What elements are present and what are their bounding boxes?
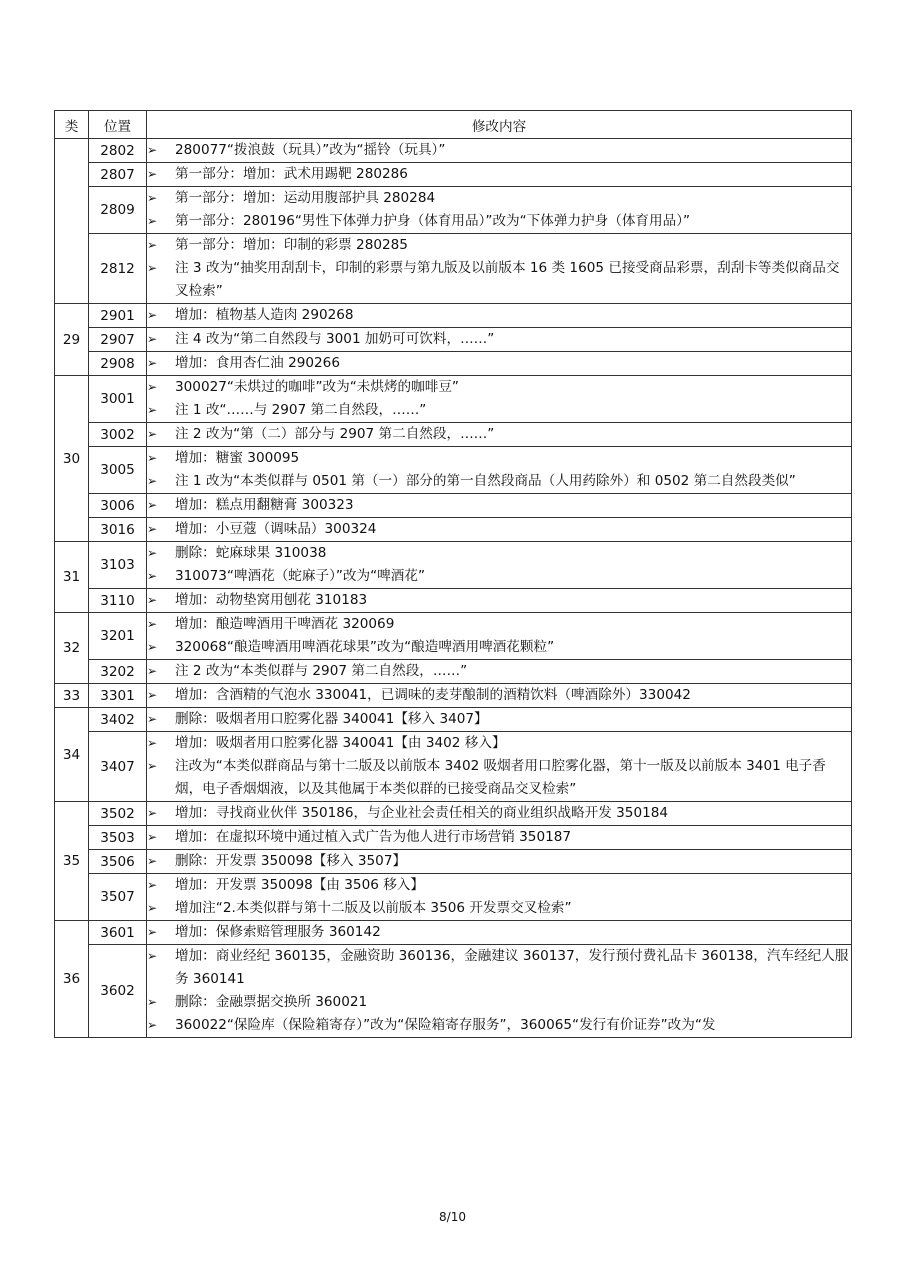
arrow-bullet-icon: ➢ (147, 949, 158, 963)
table-row (55, 447, 852, 494)
content-cell (147, 234, 852, 304)
position-cell: 3110 (89, 589, 147, 613)
arrow-bullet-icon: ➢ (147, 901, 158, 915)
arrow-bullet-icon: ➢ (147, 878, 158, 892)
content-cell (147, 518, 852, 542)
list-item (147, 1014, 851, 1037)
table-row (55, 352, 852, 376)
table-row (55, 732, 852, 802)
list-item (147, 304, 851, 327)
item-text: 注 1 改“……与 2907 第二自然段，……” (175, 402, 427, 418)
table-row (55, 494, 852, 518)
table-row (55, 518, 852, 542)
class-cell: 29 (55, 304, 89, 376)
item-text: 增加：开发票 350098【由 3506 移入】 (175, 877, 424, 893)
table-row (55, 542, 852, 589)
arrow-bullet-icon: ➢ (147, 640, 158, 654)
position-cell: 3103 (89, 542, 147, 589)
arrow-bullet-icon: ➢ (147, 214, 158, 228)
list-item (147, 565, 851, 588)
item-text: 增加：动物垫窝用刨花 310183 (175, 592, 368, 608)
list-item (147, 826, 851, 849)
list-item (147, 802, 851, 825)
table-row (55, 187, 852, 234)
content-cell (147, 921, 852, 945)
content-cell (147, 660, 852, 684)
item-text: 删除：金融票据交换所 360021 (175, 994, 368, 1010)
list-item (147, 518, 851, 541)
arrow-bullet-icon: ➢ (147, 569, 158, 583)
content-cell (147, 163, 852, 187)
item-text: 删除：蛇麻球果 310038 (175, 545, 327, 561)
arrow-bullet-icon: ➢ (147, 522, 158, 536)
table-row (55, 708, 852, 732)
list-item (147, 874, 851, 897)
item-text: 增加：植物基人造肉 290268 (175, 307, 354, 323)
item-text: 增加：小豆蔻（调味品）300324 (175, 521, 377, 537)
position-cell: 3005 (89, 447, 147, 494)
list-item (147, 708, 851, 731)
position-cell: 3402 (89, 708, 147, 732)
arrow-bullet-icon: ➢ (147, 1018, 158, 1032)
item-text: 320068“酿造啤酒用啤酒花球果”改为“酿造啤酒用啤酒花颗粒” (175, 639, 555, 655)
content-cell (147, 684, 852, 708)
item-text: 增加：糖蜜 300095 (175, 450, 300, 466)
item-text: 310073“啤酒花（蛇麻子）”改为“啤酒花” (175, 568, 425, 584)
arrow-bullet-icon: ➢ (147, 593, 158, 607)
item-text: 增加：吸烟者用口腔雾化器 340041【由 3402 移入】 (175, 735, 506, 751)
table-row (55, 613, 852, 660)
item-text: 280077“拨浪鼓（玩具）”改为“摇铃（玩具）” (175, 142, 446, 158)
class-cell: 33 (55, 684, 89, 708)
item-text: 增加：酿造啤酒用干啤酒花 320069 (175, 616, 395, 632)
position-cell: 3602 (89, 945, 147, 1038)
table-row (55, 945, 852, 1038)
position-cell: 3502 (89, 802, 147, 826)
list-item (147, 470, 851, 493)
modification-table (54, 110, 852, 1038)
item-text: 增加：食用杏仁油 290266 (175, 355, 340, 371)
item-text: 注改为“本类似群商品与第十二版及以前版本 3402 吸烟者用口腔雾化器，第十一版及以前版本 3401 电子香烟，电子香烟烟液，以及其他属于本类似群的已接受商品交叉检索” (175, 758, 826, 797)
arrow-bullet-icon: ➢ (147, 995, 158, 1009)
item-text: 注 1 改为“本类似群与 0501 第（一）部分的第一自然段商品（人用药除外）和 0502 第二自然段类似” (175, 473, 796, 489)
item-text: 第一部分：增加：印制的彩票 280285 (175, 237, 408, 253)
class-cell (55, 139, 89, 304)
class-cell: 32 (55, 613, 89, 684)
arrow-bullet-icon: ➢ (147, 167, 158, 181)
content-cell (147, 802, 852, 826)
list-item (147, 210, 851, 233)
arrow-bullet-icon: ➢ (147, 451, 158, 465)
item-text: 第一部分：280196“男性下体弹力护身（体育用品）”改为“下体弹力护身（体育用品）” (175, 213, 691, 229)
list-item (147, 399, 851, 422)
list-item (147, 187, 851, 210)
item-text: 360022“保险库（保险箱寄存）”改为“保险箱寄存服务”，360065“发行有价证券”改为“发 (175, 1017, 716, 1033)
arrow-bullet-icon: ➢ (147, 238, 158, 252)
position-cell: 2812 (89, 234, 147, 304)
content-cell (147, 613, 852, 660)
list-item (147, 139, 851, 162)
arrow-bullet-icon: ➢ (147, 380, 158, 394)
item-text: 增加：糕点用翻糖膏 300323 (175, 497, 354, 513)
arrow-bullet-icon: ➢ (147, 261, 158, 275)
content-cell (147, 708, 852, 732)
position-cell: 2809 (89, 187, 147, 234)
list-item (147, 352, 851, 375)
arrow-bullet-icon: ➢ (147, 830, 158, 844)
arrow-bullet-icon: ➢ (147, 332, 158, 346)
position-cell: 3016 (89, 518, 147, 542)
list-item (147, 423, 851, 446)
list-item (147, 991, 851, 1014)
table-row (55, 874, 852, 921)
position-cell: 3002 (89, 423, 147, 447)
list-item (147, 732, 851, 755)
position-cell: 3001 (89, 376, 147, 423)
item-text: 注 3 改为“抽奖用刮刮卡，印制的彩票与第九版及以前版本 16 类 1605 已接受商品彩票，刮刮卡等类似商品交叉检索” (175, 260, 840, 299)
list-item (147, 850, 851, 873)
table-row (55, 234, 852, 304)
arrow-bullet-icon: ➢ (147, 854, 158, 868)
list-item (147, 376, 851, 399)
table-row (55, 921, 852, 945)
content-cell (147, 542, 852, 589)
position-cell: 3006 (89, 494, 147, 518)
position-cell: 3507 (89, 874, 147, 921)
class-cell: 36 (55, 921, 89, 1038)
arrow-bullet-icon: ➢ (147, 498, 158, 512)
list-item (147, 660, 851, 683)
list-item (147, 163, 851, 186)
list-item (147, 589, 851, 612)
arrow-bullet-icon: ➢ (147, 688, 158, 702)
arrow-bullet-icon: ➢ (147, 806, 158, 820)
item-text: 增加：在虚拟环境中通过植入式广告为他人进行市场营销 350187 (175, 829, 572, 845)
position-cell: 3506 (89, 850, 147, 874)
list-item (147, 447, 851, 470)
header-position: 位置 (89, 111, 147, 139)
table-row (55, 139, 852, 163)
content-cell (147, 139, 852, 163)
arrow-bullet-icon: ➢ (147, 712, 158, 726)
content-cell (147, 304, 852, 328)
content-cell (147, 494, 852, 518)
item-text: 增加：保修索赔管理服务 360142 (175, 924, 381, 940)
list-item (147, 257, 851, 303)
arrow-bullet-icon: ➢ (147, 617, 158, 631)
table-row (55, 304, 852, 328)
position-cell: 3503 (89, 826, 147, 850)
table-row (55, 826, 852, 850)
list-item (147, 945, 851, 991)
table-row (55, 850, 852, 874)
list-item (147, 636, 851, 659)
position-cell: 3301 (89, 684, 147, 708)
table-row (55, 376, 852, 423)
content-cell (147, 447, 852, 494)
arrow-bullet-icon: ➢ (147, 143, 158, 157)
item-text: 增加注“2.本类似群与第十二版及以前版本 3506 开发票交叉检索” (175, 900, 572, 916)
content-cell (147, 352, 852, 376)
item-text: 第一部分：增加：武术用踢靶 280286 (175, 166, 408, 182)
item-text: 注 2 改为“本类似群与 2907 第二自然段，……” (175, 663, 468, 679)
table-row (55, 660, 852, 684)
list-item (147, 494, 851, 517)
item-text: 300027“未烘过的咖啡”改为“未烘烤的咖啡豆” (175, 379, 459, 395)
position-cell: 2802 (89, 139, 147, 163)
header-content: 修改内容 (147, 111, 852, 139)
class-cell: 31 (55, 542, 89, 613)
table-row (55, 684, 852, 708)
page-number: 8/10 (439, 1210, 466, 1224)
arrow-bullet-icon: ➢ (147, 736, 158, 750)
list-item (147, 755, 851, 801)
position-cell: 3202 (89, 660, 147, 684)
list-item (147, 328, 851, 351)
position-cell: 2908 (89, 352, 147, 376)
list-item (147, 613, 851, 636)
header-class: 类 (55, 111, 89, 139)
position-cell: 2807 (89, 163, 147, 187)
item-text: 增加：商业经纪 360135，金融资助 360136，金融建议 360137，发行预付费礼品卡 360138，汽车经纪人服务 360141 (175, 948, 849, 987)
content-cell (147, 328, 852, 352)
position-cell: 2907 (89, 328, 147, 352)
table-row (55, 328, 852, 352)
item-text: 注 4 改为“第二自然段与 3001 加奶可可饮料，……” (175, 331, 495, 347)
content-cell (147, 874, 852, 921)
content-cell (147, 945, 852, 1038)
item-text: 删除：吸烟者用口腔雾化器 340041【移入 3407】 (175, 711, 488, 727)
item-text: 增加：寻找商业伙伴 350186，与企业社会责任相关的商业组织战略开发 350184 (175, 805, 669, 821)
content-cell (147, 732, 852, 802)
table-row (55, 423, 852, 447)
position-cell: 3201 (89, 613, 147, 660)
arrow-bullet-icon: ➢ (147, 664, 158, 678)
content-cell (147, 589, 852, 613)
arrow-bullet-icon: ➢ (147, 759, 158, 773)
header-row (55, 111, 852, 139)
content-cell (147, 187, 852, 234)
item-text: 删除：开发票 350098【移入 3507】 (175, 853, 407, 869)
arrow-bullet-icon: ➢ (147, 474, 158, 488)
list-item (147, 234, 851, 257)
list-item (147, 684, 851, 707)
class-cell: 30 (55, 376, 89, 542)
table-row (55, 589, 852, 613)
arrow-bullet-icon: ➢ (147, 546, 158, 560)
position-cell: 2901 (89, 304, 147, 328)
position-cell: 3601 (89, 921, 147, 945)
class-cell: 35 (55, 802, 89, 921)
table-row (55, 163, 852, 187)
content-cell (147, 376, 852, 423)
arrow-bullet-icon: ➢ (147, 403, 158, 417)
list-item (147, 921, 851, 944)
content-cell (147, 850, 852, 874)
list-item (147, 542, 851, 565)
list-item (147, 897, 851, 920)
item-text: 增加：含酒精的气泡水 330041，已调味的麦芽酿制的酒精饮料（啤酒除外）330042 (175, 687, 691, 703)
position-cell: 3407 (89, 732, 147, 802)
content-cell (147, 826, 852, 850)
table-row (55, 802, 852, 826)
item-text: 注 2 改为“第（二）部分与 2907 第二自然段，……” (175, 426, 495, 442)
item-text: 第一部分：增加：运动用腹部护具 280284 (175, 190, 436, 206)
arrow-bullet-icon: ➢ (147, 356, 158, 370)
content-cell (147, 423, 852, 447)
arrow-bullet-icon: ➢ (147, 191, 158, 205)
arrow-bullet-icon: ➢ (147, 308, 158, 322)
arrow-bullet-icon: ➢ (147, 427, 158, 441)
class-cell: 34 (55, 708, 89, 802)
arrow-bullet-icon: ➢ (147, 925, 158, 939)
